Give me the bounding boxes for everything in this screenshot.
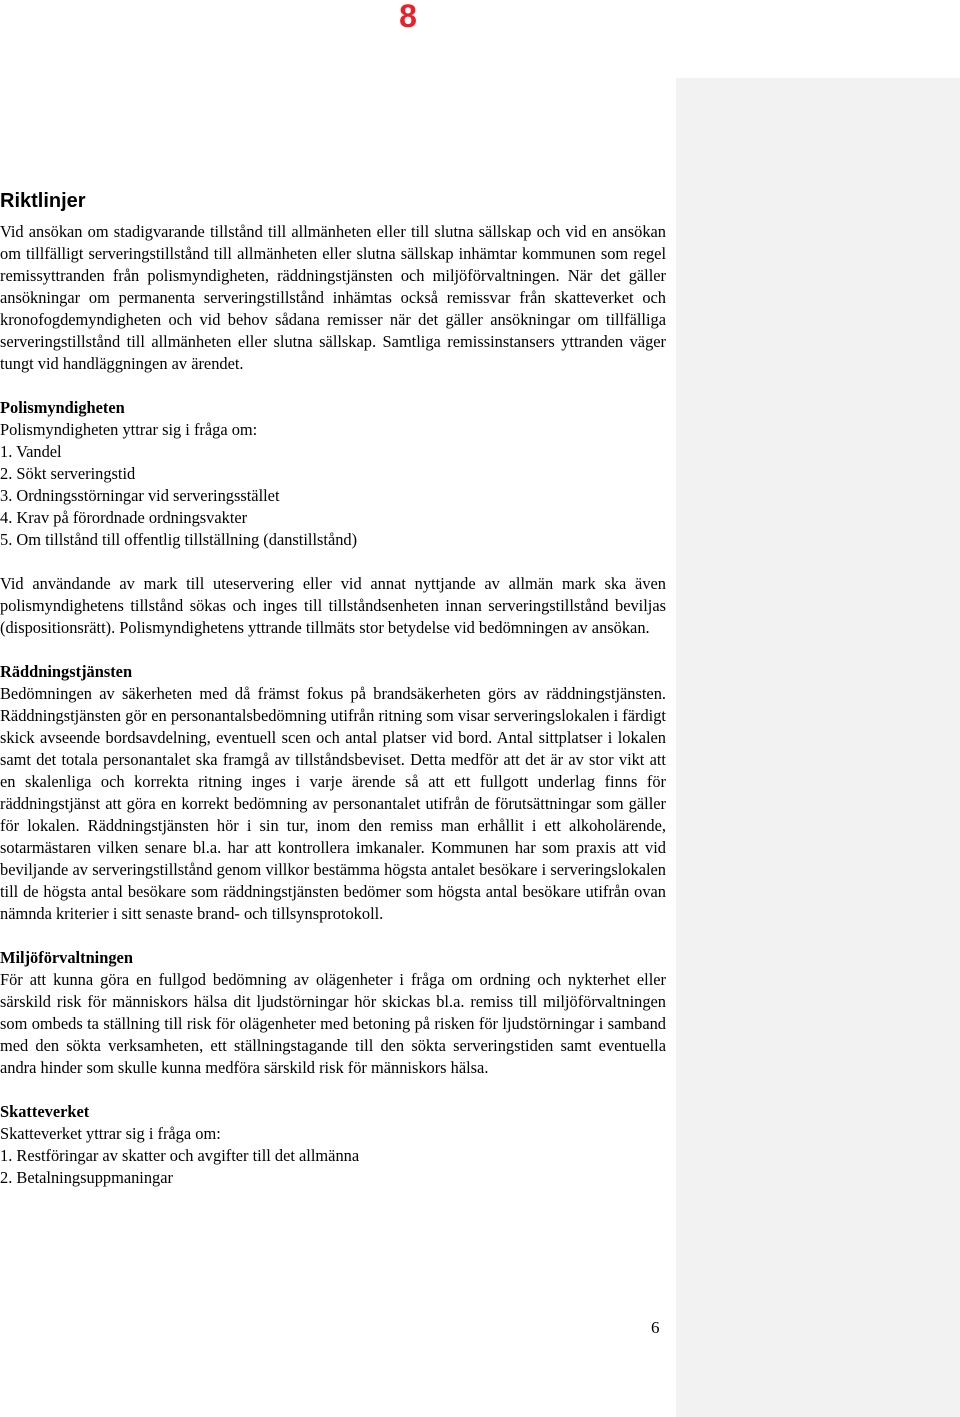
document-body (0, 187, 666, 1189)
section-title-raddning: Räddningstjänsten (0, 662, 133, 681)
polis-lead: Polismyndigheten yttrar sig i fråga om: (0, 420, 258, 439)
list-item: 2. Sökt serveringstid (0, 464, 136, 483)
polis-note-paragraph: Vid användande av mark till uteservering eller vid annat nyttjande av allmän mark ska även polismyndighetens tillstånd sökas och inges till tillståndsenheten innan serveringstillstånd beviljas (dispositionsrätt). Polismyndighetens yttrande tillmäts stor betydelse vid bedömningen av ansökan. (0, 574, 666, 637)
polis-list (0, 441, 666, 551)
list-item: 2. Betalningsuppmaningar (0, 1168, 173, 1187)
skatte-lead: Skatteverket yttrar sig i fråga om: (0, 1124, 221, 1143)
section-title-skatte: Skatteverket (0, 1102, 90, 1121)
intro-paragraph: Vid ansökan om stadigvarande tillstånd till allmänheten eller till slutna sällskap och vid en ansökan om tillfälligt serveringstillstånd till allmänheten eller slutna sällskap inhämtar kommunen som regel remissyttranden från polismyndigheten, räddningstjänsten och miljöförvaltningen. När det gäller ansökningar om permanenta serveringstillstånd inhämtas också remissvar från skatteverket och kronofogdemyndigheten och vid behov sådana remisser när det gäller ansökningar om tillfälliga serveringstillstånd till allmänheten eller slutna sällskap. Samtliga remissinstansers yttranden väger tungt vid handläggningen av ärendet. (0, 222, 666, 373)
list-item: 5. Om tillstånd till offentlig tillställning (danstillstånd) (0, 530, 358, 549)
raddning-paragraph: Bedömningen av säkerheten med då främst fokus på brandsäkerheten görs av räddningstjänsten. Räddningstjänsten gör en personantalsbedömning utifrån ritning som visar serveringslokalen i färdigt skick avseende bordsavdelning, eventuell scen och antal platser vid bord. Antal sittplatser i lokalen samt det totala personantalet ska framgå av tillståndsbeviset. Detta medför att det är av stor vikt att en skalenliga och korrekta ritning inges i varje ärende så att ett fullgott underlag finns för räddningstjänst att göra en korrekt bedömning av personantalet utifrån de förutsättningar som gäller för lokalen. Räddningstjänsten hör i sin tur, inom den remiss man erhållit i ett alkoholärende, sotarmästaren vilken senare bl.a. har att kontrollera imkanaler. Kommunen har som praxis att vid beviljande av serveringstillstånd genom villkor bestämma högsta antalet besökare i serveringslokalen till de högsta antal besökare som räddningstjänsten bedömer som högsta antal besökare utifrån ovan nämnda kriterier i sitt senaste brand- och tillsynsprotokoll. (0, 684, 666, 923)
section-title-polis: Polismyndigheten (0, 398, 125, 417)
list-item: 1. Vandel (0, 442, 62, 461)
document-heading: Riktlinjer (0, 190, 86, 212)
comment-margin-pane (676, 78, 960, 1417)
miljo-paragraph: För att kunna göra en fullgod bedömning av olägenheter i fråga om ordning och nykterhet eller särskild risk för människors hälsa dit ljudstörningar hör skickas bl.a. remiss till miljöförvaltningen som ombeds ta ställning till risk för olägenheter med betoning på risken för ljudstörningar i samband med den sökta verksamheten, ett ställningstagande till den sökta serveringstiden samt eventuella andra hinder som skulle kunna medföra särskild risk för människors hälsa. (0, 970, 666, 1077)
skatte-list (0, 1145, 666, 1189)
list-item: 4. Krav på förordnade ordningsvakter (0, 508, 248, 527)
section-title-miljo: Miljöförvaltningen (0, 948, 133, 967)
list-item: 3. Ordningsstörningar vid serveringsstället (0, 486, 280, 505)
list-item: 1. Restföringar av skatter och avgifter till det allmänna (0, 1146, 360, 1165)
page-number: 6 (651, 1318, 660, 1337)
page-badge: 8 (399, 0, 417, 34)
